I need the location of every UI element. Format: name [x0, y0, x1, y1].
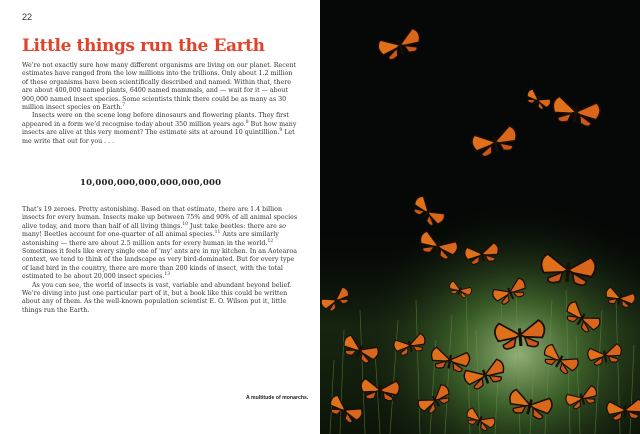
text-run: But how many insects are alive at this very moment? The estimate sits at around 10 quintillion. — [22, 120, 297, 137]
body-text-block-2 — [22, 206, 300, 315]
paragraph — [22, 206, 300, 282]
footnote-ref: 12 — [267, 238, 274, 244]
text-run: Sometimes it feels like every single one of ‘my’ ants are in my kitchen. In an Aotearoa context, we tend to think of the landscape as very bird-dominated. But for every type of land bird in the country, there are more than 200 kinds of insect, with the total estimated to be about 20,000 insect species. — [22, 248, 297, 281]
footnote-ref: 13 — [164, 272, 171, 278]
text-run: Insects were on the scene long before dinosaurs and flowering plants. They first appeared in a form we’d recognise today about 350 million years ago. — [22, 112, 289, 128]
text-run: We’re not exactly sure how many different organisms are living on our planet. Recent estimates have ranged from the low millions into the trillions. Only about 1.2 million of these organisms have been scientifically described and named. Within that, there are about 400,000 named plants, 6400 named mammals, and — wait for it — about 900,000 named insect species. Some scientists think there could be as many as 30 million insect species on Earth. — [22, 62, 297, 112]
text-run: Just take beetles: there are — [188, 222, 279, 230]
footnote-ref: 9 — [279, 128, 283, 134]
footnote-ref: 8 — [245, 119, 249, 125]
text-run: many! Beetles account for one-quarter of all animal species. — [22, 231, 215, 239]
footnote-ref: 11 — [214, 230, 221, 236]
body-text-block-1 — [22, 62, 300, 146]
text-run: As you can see, the world of insects is vast, variable and abundant beyond belief. We’re diving into just one particular part of it, but a book like this could be written about any of them. As the well-known population scientist E. O. Wilson put it, little things run the Earth. — [22, 281, 292, 314]
photo-caption: A multitude of monarchs. — [246, 395, 309, 401]
page-number: 22 — [22, 12, 33, 22]
footnote-ref: 10 — [182, 221, 189, 227]
paragraph — [22, 112, 300, 146]
emphasis: so — [278, 222, 286, 230]
text-run: That’s 19 zeroes. Pretty astonishing. Based on that estimate, there are 1.4 billion insects for every human. Insects make up between 75% and 90% of all animal species alive today, and more than half of all living things. — [22, 206, 298, 230]
text-run: Ants are similarly astonishing — there are about 2.5 million ants for every human in the world. — [22, 231, 279, 247]
paragraph — [22, 62, 300, 112]
text-run: Let me write that out for you . . . — [22, 129, 295, 145]
footnote-ref: 7 — [122, 102, 126, 108]
paragraph — [22, 282, 300, 316]
monarch-butterflies-photo — [320, 0, 640, 434]
photo-illustration — [320, 0, 640, 434]
chapter-title: Little things run the Earth — [22, 36, 265, 56]
big-number: 10,000,000,000,000,000,000 — [80, 178, 222, 188]
